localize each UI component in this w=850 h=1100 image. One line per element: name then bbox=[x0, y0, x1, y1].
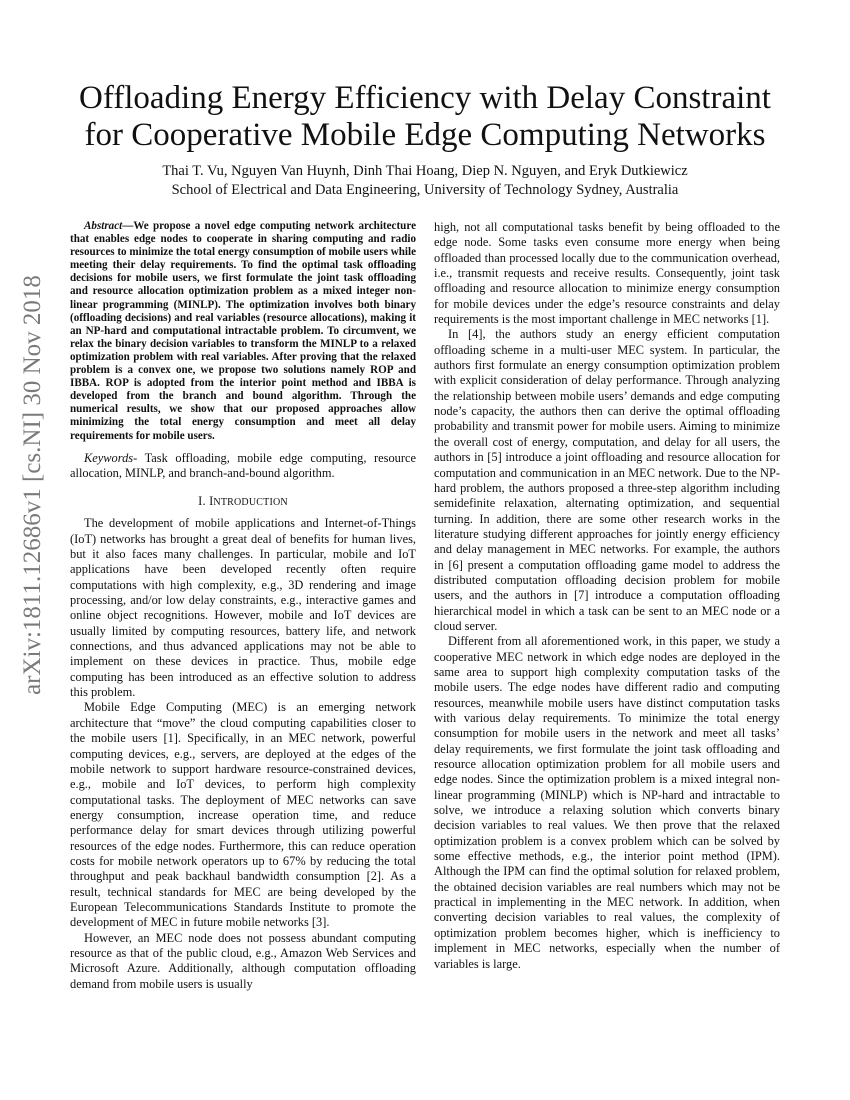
author-names: Thai T. Vu, Nguyen Van Huynh, Dinh Thai Hoang, Diep N. Nguyen, and Eryk Dutkiewicz bbox=[162, 163, 688, 179]
paper-title bbox=[40, 80, 810, 154]
right-paragraph-2: In [4], the authors study an energy efficient computation offloading scheme in a multi-user MEC system. In particular, the authors first formulate an energy consumption optimization problem with explicit consideration of delay performance. Through analyzing the relationship between mobile users’ demands and edge computing node’s capacity, the authors then can derive the optimal offloading probability and transmit power for mobile users. Aiming to minimize the overall cost of energy, computation, and delay for all users, the authors in [5] introduce a joint offloading and resource allocation for computation and communication in an MEC network. Due to the NP-hard problem, the authors proposed a three-step algorithm including semidefinite relaxation, alternating optimization, and sequential turning. In addition, there are some other research works in the literature studying different approaches for jointly energy efficiency and delay management in MEC networks. For example, the authors in [6] present a computation offloading game model to address the distributed computation offloading decision problem for mobile users, and the authors in [7] introduce a computation offloading hierarchical model in which a task can be sent to an MEC node or a cloud server. bbox=[434, 327, 780, 633]
abstract-text: —We propose a novel edge computing network architecture that enables edge nodes to cooperate in sharing computing and radio resources to minimize the total energy consumption of mobile users while meeting their delay requirements. To find the optimal task offloading decisions for mobile users, we first formulate the joint task offloading and resource allocation optimization problem as a mixed integer non-linear programming (MINLP). The optimization involves both binary (offloading decisions) and real variables (resource allocations), making it an NP-hard and computational intractable problem. To circumvent, we relax the binary decision variables to transform the MINLP to a relaxed optimization problem with real variables. After proving that the relaxed problem is a convex one, we propose two solutions namely ROP and IBBA. ROP is adopted from the interior point method and IBBA is developed from the branch and bound algorithm. Through the numerical results, we show that our proposed approaches allow minimizing the total energy consumption and meet all delay requirements for mobile users. bbox=[70, 220, 416, 442]
keywords bbox=[70, 451, 416, 481]
title-line-2: for Cooperative Mobile Edge Computing Networks bbox=[84, 117, 766, 153]
section-title-rest: NTRODUCTION bbox=[213, 497, 288, 508]
title-line-1: Offloading Energy Efficiency with Delay Constraint bbox=[79, 80, 771, 116]
right-column bbox=[434, 220, 780, 972]
section-heading-introduction bbox=[70, 494, 416, 510]
section-numeral: I. bbox=[198, 494, 210, 508]
left-column bbox=[70, 220, 416, 992]
keywords-label: Keywords- bbox=[84, 450, 138, 465]
left-paragraph-1: The development of mobile applications and Internet-of-Things (IoT) networks has brought a great deal of benefits for human lives, but it also faces many challenges. In particular, mobile and IoT applications have been developed recently often require computations with high complexity, e.g., 3D rendering and image processing, and/or low delay constraints, e.g., interactive games and online object recognitions. However, mobile and IoT devices are usually limited by computing resources, battery life, and network connections, and thus advanced applications may not be able to implement on these devices in practice. Thus, mobile edge computing has been introduced as an effective solution to address this problem. bbox=[70, 516, 416, 700]
left-paragraph-2: Mobile Edge Computing (MEC) is an emerging network architecture that “move” the cloud computing capabilities closer to the mobile users [1]. Specifically, in an MEC network, powerful computing devices, e.g., servers, are deployed at the edges of the mobile network to support hardware resource-constrained devices, e.g., mobile and IoT devices, to perform high complexity computational tasks. The deployment of MEC networks can save energy consumption, increase operation time, and reduce performance delay for smart devices through utilizing powerful resources of the edge nodes. Furthermore, this can reduce operation costs for mobile network operators up to 67% by reducing the total throughput and peak backhaul bandwidth consumption [2]. As a result, technical standards for MEC are being developed by the European Telecommunications Standards Institute to promote the development of MEC in future mobile networks [3]. bbox=[70, 700, 416, 930]
section-title-initial: I bbox=[209, 494, 214, 508]
author-affiliation: School of Electrical and Data Engineering, University of Technology Sydney, Australia bbox=[171, 182, 679, 198]
keywords-text: Task offloading, mobile edge computing, resource allocation, MINLP, and branch-and-bound algorithm. bbox=[70, 450, 416, 480]
right-paragraph-1: high, not all computational tasks benefit by being offloaded to the edge node. Some tasks even consume more energy when being offloaded than processed locally due to the communication overhead, i.e., transmit requests and receive results. Consequently, joint task offloading and resource allocation to minimize energy consumption for mobile devices under the edge’s resource constraints and delay requirements is the most important challenge in MEC networks [1]. bbox=[434, 220, 780, 327]
abstract bbox=[70, 220, 416, 443]
author-block bbox=[40, 162, 810, 200]
abstract-label: Abstract bbox=[84, 220, 123, 232]
right-paragraph-3: Different from all aforementioned work, in this paper, we study a cooperative MEC network in which edge nodes are deployed in the same area to support high complexity computation tasks of the mobile users. The edge nodes have different radio and computing resources, meanwhile mobile users have distinct computation tasks with various delay requirements. To minimize the total energy consumption for mobile users in the network and meet all tasks’ delay requirements, we first formulate the joint task offloading and resource allocation optimization problem for all mobile users and edge nodes. Since the optimization problem is a mixed integral non-linear programming (MINLP) which is NP-hard and intractable to solve, we introduce a relaxing solution which converts binary decision variables to real values. We then prove that the relaxed optimization problem is a convex problem which can be solved by some effective methods, e.g., the interior point method (IPM). Although the IPM can find the optimal solution for relaxed problem, the obtained decision variables are real numbers which may not be practical in implementing in the MEC network. In addition, when converting decision variables to real values, the complexity of optimization problem becomes higher, which is inefficiency to implement in MEC networks, especially when the number of variables is large. bbox=[434, 634, 780, 971]
arxiv-identifier: arXiv:1811.12686v1 [cs.NI] 30 Nov 2018 bbox=[19, 275, 46, 695]
arxiv-sidebar bbox=[12, 275, 54, 695]
left-paragraph-3: However, an MEC node does not possess abundant computing resource as that of the public cloud, e.g., Amazon Web Services and Microsoft Azure. Additionally, although computation offloading demand from mobile users is usually bbox=[70, 930, 416, 991]
